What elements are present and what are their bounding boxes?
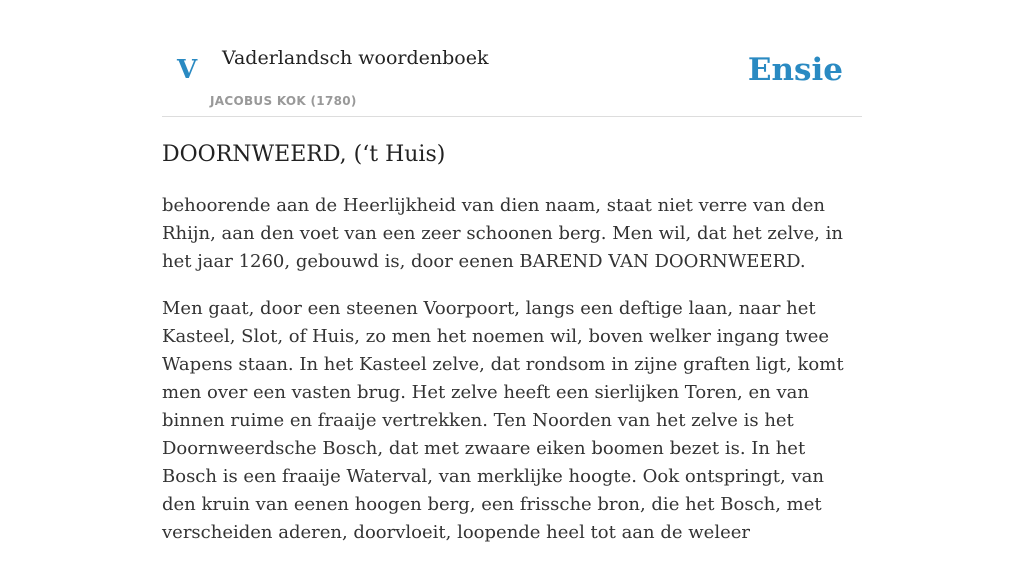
book-author: JACOBUS KOK (1780)	[210, 94, 357, 108]
book-header	[162, 0, 862, 117]
entry-paragraph: behoorende aan de Heerlijkheid van dien naam, staat niet verre van den Rhijn, aan den voet van een zeer schoonen berg. Men wil, dat het zelve, in het jaar 1260, gebouwd is, door eenen BAREND VAN DOORNWEERD.	[162, 195, 843, 272]
entry-body	[162, 192, 862, 566]
brand-logo-link[interactable]: Ensie	[747, 52, 843, 88]
entry-title: DOORNWEERD, (‘t Huis)	[162, 142, 446, 167]
book-title-link[interactable]: Vaderlandsch woordenboek	[222, 47, 489, 69]
letter-index-link[interactable]: V	[177, 55, 198, 85]
entry-paragraph: Men gaat, door een steenen Voorpoort, langs een deftige laan, naar het Kasteel, Slot, of Huis, zo men het noemen wil, boven welker ingang twee Wapens staan. In het Kasteel zelve, dat rondsom in zijne graften ligt, komt men over een vasten brug. Het zelve heeft een sierlijken Toren, en van binnen ruime en fraaije vertrekken. Ten Noorden van het zelve is het Doornweerdsche Bosch, dat met zwaare eiken boomen bezet is. In het Bosch is een fraaije Waterval, van merklijke hoogte. Ook ontspringt, van den kruin van eenen hoogen berg, een frissche bron, die het Bosch, met verscheiden aderen, doorvloeit, loopende heel tot aan de weleer	[162, 298, 844, 543]
